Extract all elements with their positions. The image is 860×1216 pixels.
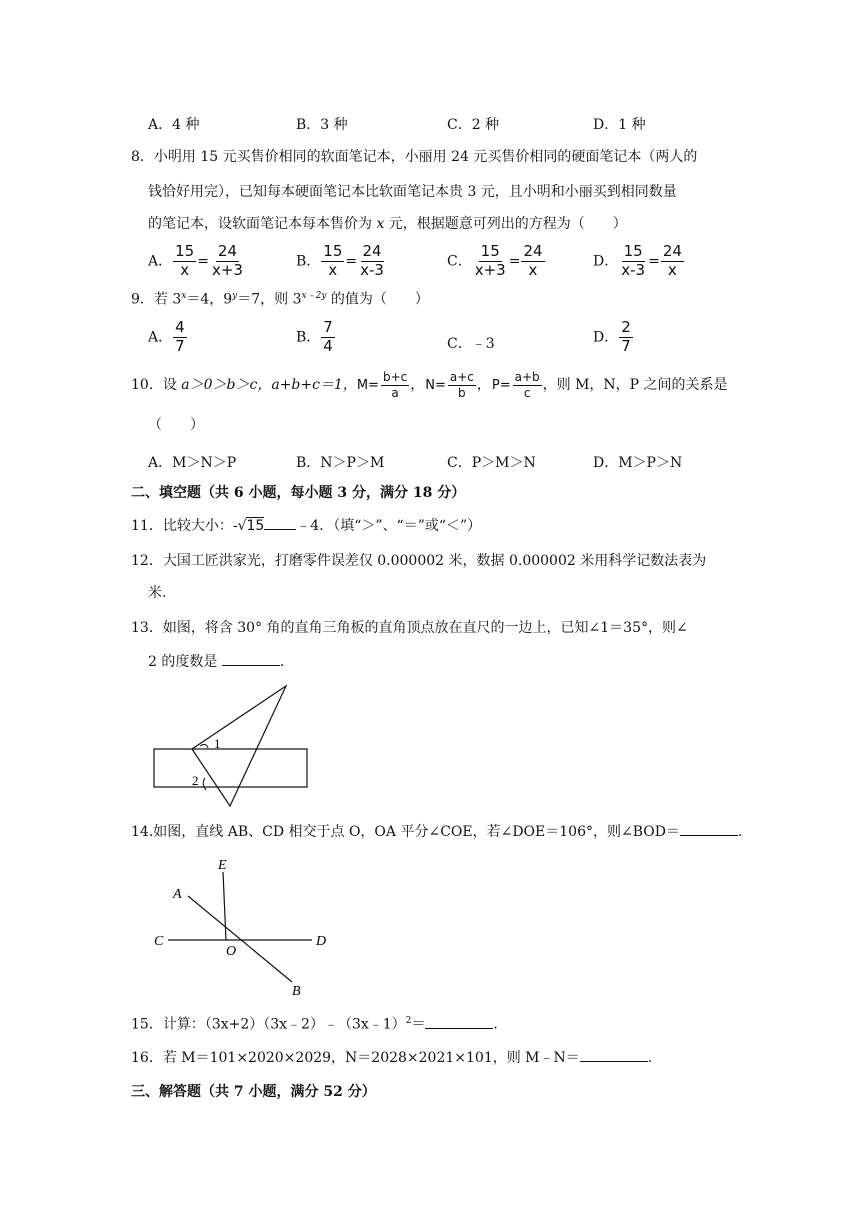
q7-option-a: A．4 种 [148,117,200,133]
q10-option-b: B．N＞P＞M [296,455,385,471]
q7-option-c: C．2 种 [447,117,500,133]
label-o: O [226,944,237,959]
q13-line1: 13．如图，将含 30° 角的直角三角板的直角顶点放在直尺的一边上，已知∠1＝35°，则∠ [131,620,688,636]
label-b: B [292,984,301,999]
label-d: D [316,934,327,949]
q13-line2: 2 的度数是 . [148,654,285,670]
q14-answer-blank[interactable] [680,835,738,836]
sqrt-symbol: √ [237,518,247,534]
angle1-arc [200,744,208,748]
q9-option-d: D． $\frac{2}{7}$ [593,318,631,355]
q14-figure [140,850,340,1000]
q16-stem: 16．若 M＝101×2020×2029，N＝2028×2021×101，则 M﹣N＝ . [131,1050,653,1066]
angle1-label: 1 [214,736,221,751]
q12-line1: 12．大国工匠洪家光，打磨零件误差仅 0.000002 米，数据 0.000002 米用科学记数法表为 [131,553,707,569]
q7-option-b: B．3 种 [296,117,348,133]
q15-stem: 15．计算：（3x+2）（3x﹣2）﹣（3x﹣1）$^2$＝ . [131,1016,498,1033]
q9-stem: 9．若 $3^x=4$，$9^y=7$，则 $3^{x﹣2y}$ 的值为（ ） [131,291,429,308]
q8-line3: 的笔记本，设软面笔记本每本售价为 x 元，根据题意可列出的方程为（ ） [148,216,627,232]
section-2-heading: 二、填空题（共 6 小题，每小题 3 分，满分 18 分） [131,485,466,501]
angle2-label: 2 [192,773,199,788]
line-ab [188,896,292,982]
q15-answer-blank[interactable] [425,1028,493,1029]
ruler-rect [154,749,307,787]
ray-oe [223,872,226,940]
q11-answer-blank[interactable] [264,529,296,530]
section-3-heading: 三、解答题（共 7 小题，满分 52 分） [131,1084,376,1100]
q9-option-a: A． $\frac{4}{7}$ [148,318,185,355]
q8-line2: 钱恰好用完），已知每本硬面笔记本比软面笔记本贵 3 元，且小明和小丽买到相同数量 [148,184,677,200]
q7-option-d: D．1 种 [593,117,646,133]
q10-option-d: D．M＞P＞N [593,455,683,471]
q13-figure [140,680,320,810]
q9-option-c: C．﹣3 [447,336,495,352]
q8-option-c: C． $\frac{15}{x+3}$ = $\frac{24}{x}$ [447,242,543,279]
q8-line1: 8．小明用 15 元买售价相同的软面笔记本，小丽用 24 元买售价相同的硬面笔记本（两人的 [131,149,698,165]
q10-stem: 10．设 a＞0＞b＞c，a+b+c＝1， M= $\frac{b+c}{a}$ ， N= $\frac{a+c}{b}$ ， P= $\frac{a+b}{c}$ ，则 M，N，P 之间的关系是 [131,370,728,400]
q11-stem: 11．比较大小：-√15 ﹣4．（填“＞”、“＝”或“＜”） [131,518,482,534]
q10-option-a: A．M＞N＞P [148,455,237,471]
q16-answer-blank[interactable] [580,1061,648,1062]
q12-line2: 米. [148,585,167,601]
angle2-arc [203,778,206,790]
q10-line2: （ ） [148,417,204,433]
label-a: A [173,887,182,902]
q8-option-d: D． $\frac{15}{x-3}$ = $\frac{24}{x}$ [593,242,682,279]
label-e: E [218,858,227,873]
q8-option-b: B． $\frac{15}{x}$ = $\frac{24}{x-3}$ [296,242,384,279]
q8-option-a: A． $\frac{15}{x}$ = $\frac{24}{x+3}$ [148,242,243,279]
q13-answer-blank[interactable] [222,665,280,666]
q14-stem: 14.如图，直线 AB、CD 相交于点 O，OA 平分∠COE，若∠DOE＝106°，则∠BOD＝ . [131,824,743,840]
triangle-ruler [192,686,286,806]
q9-option-b: B． $\frac{7}{4}$ [296,318,333,355]
q10-option-c: C．P＞M＞N [447,455,536,471]
label-c: C [154,934,164,949]
